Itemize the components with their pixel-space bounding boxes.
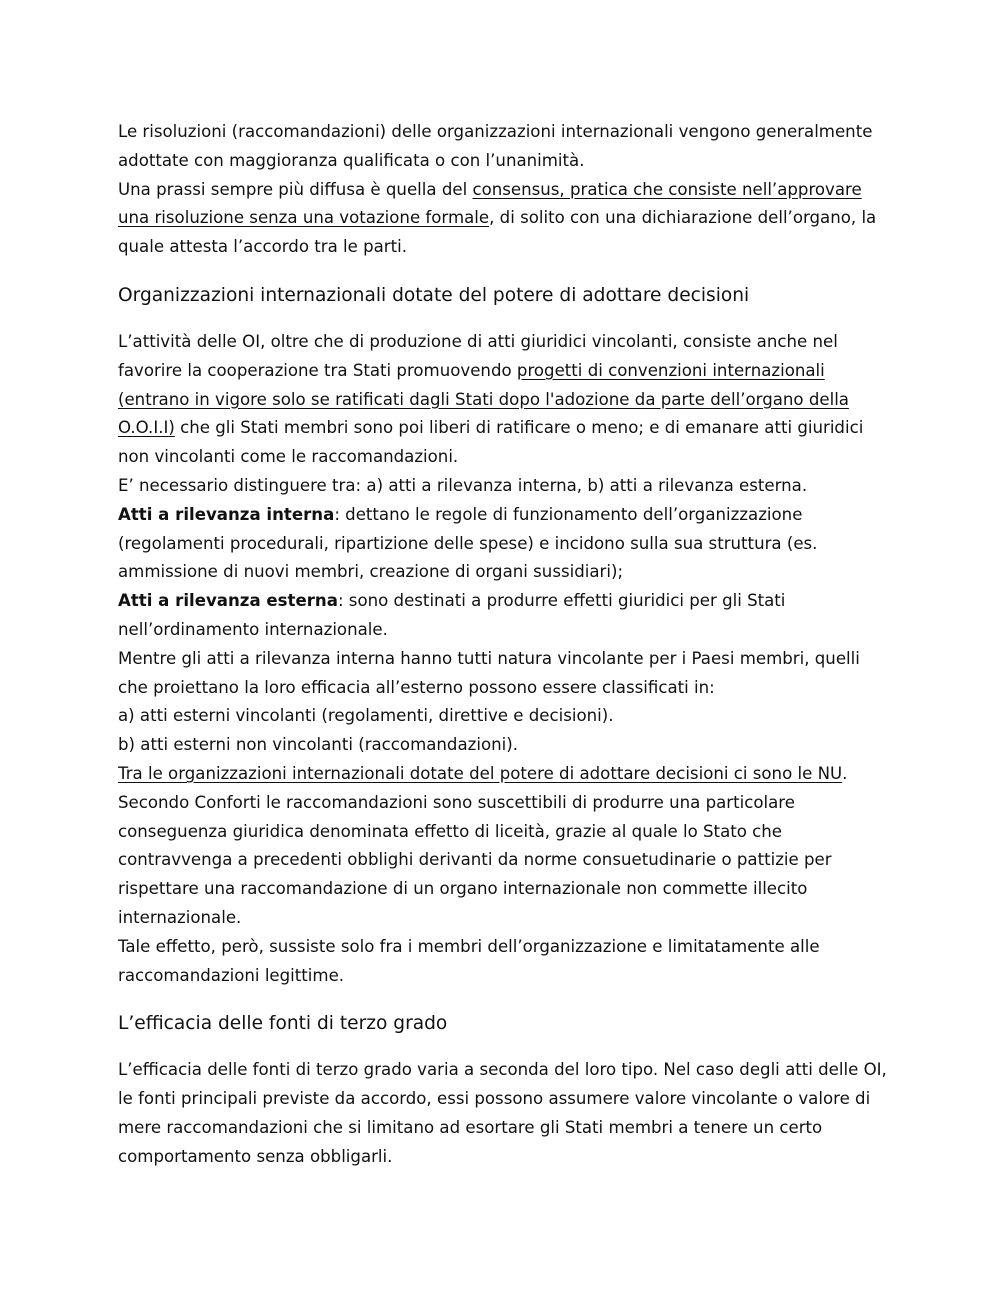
s1-p3-bold: Atti a rilevanza interna <box>118 504 335 524</box>
s1-p8-post: . <box>842 763 848 783</box>
s1-p1-underlined: progetti di convenzioni internazionali (entrano in vigore solo se ratificati dagli Stati dopo l'adozione da parte dell’organo della O.O.I.I) <box>118 360 849 438</box>
s1-p9-text: Secondo Conforti le raccomandazioni sono suscettibili di produrre una particolare conseguenza giuridica denominata effetto di liceità, grazie al quale lo Stato che contravvenga a precedenti obblighi derivanti da norme consuetudinarie o pattizie per rispettare una raccomandazione di un organo internazionale non commette illecito internazionale. <box>118 792 832 927</box>
s1-p4-bold: Atti a rilevanza esterna <box>118 591 338 611</box>
section1-paragraph-2 <box>118 472 888 501</box>
s1-p6-text: a) atti esterni vincolanti (regolamenti, direttive e decisioni). <box>118 706 614 726</box>
section1-paragraph-3 <box>118 501 888 587</box>
section-heading-decisioni: Organizzazioni internazionali dotate del potere di adottare decisioni <box>118 284 750 306</box>
section1-paragraph-1 <box>118 328 888 472</box>
s1-p7-text: b) atti esterni non vincolanti (raccomandazioni). <box>118 735 518 755</box>
intro-paragraph-2 <box>118 176 888 262</box>
intro-p2-pre: Una prassi sempre più diffusa è quella del <box>118 179 473 199</box>
s1-p8-underlined: Tra le organizzazioni internazionali dotate del potere di adottare decisioni ci sono le NU <box>118 763 843 783</box>
section-heading-efficacia: L’efficacia delle fonti di terzo grado <box>118 1013 448 1035</box>
section1-paragraph-5 <box>118 645 888 703</box>
section2-paragraph-1 <box>118 1056 888 1171</box>
s1-p1-pre: L’attività delle OI, oltre che di produzione di atti giuridici vincolanti, consiste anche nel favorire la cooperazione tra Stati promuovendo <box>118 331 838 380</box>
section1-paragraph-4 <box>118 587 888 645</box>
s1-p10-text: Tale effetto, però, sussiste solo fra i membri dell’organizzazione e limitatamente alle raccomandazioni legittime. <box>118 936 820 985</box>
s1-p2-text: E’ necessario distinguere tra: a) atti a rilevanza interna, b) atti a rilevanza esterna. <box>118 475 808 495</box>
s1-p3-rest: : dettano le regole di funzionamento dell’organizzazione (regolamenti procedurali, ripartizione delle spese) e incidono sulla sua struttura (es. ammissione di nuovi membri, creazione di organi sussidiari); <box>118 504 818 582</box>
section1-paragraph-9 <box>118 789 888 933</box>
s1-p1-post: che gli Stati membri sono poi liberi di ratificare o meno; e di emanare atti giuridici non vincolanti come le raccomandazioni. <box>118 418 864 467</box>
section1-paragraph-6 <box>118 702 888 731</box>
section1-paragraph-10 <box>118 933 888 991</box>
section1-paragraph-8 <box>118 760 888 789</box>
intro-p1-text: Le risoluzioni (raccomandazioni) delle organizzazioni internazionali vengono generalmente adottate con maggioranza qualificata o con l’unanimità. <box>118 122 873 170</box>
section1-paragraph-7 <box>118 731 888 760</box>
document-page <box>118 118 888 1172</box>
intro-p2-post: , di solito con una dichiarazione dell’organo, la quale attesta l’accordo tra le parti. <box>118 208 877 257</box>
intro-p2-underlined: consensus, pratica che consiste nell’approvare una risoluzione senza una votazione formale <box>118 179 862 228</box>
s1-p4-rest: : sono destinati a produrre effetti giuridici per gli Stati nell’ordinamento internazionale. <box>118 591 786 639</box>
intro-paragraph-1 <box>118 118 888 176</box>
s2-p1-text: L’efficacia delle fonti di terzo grado varia a seconda del loro tipo. Nel caso degli atti delle OI, le fonti principali previste da accordo, essi possono assumere valore vincolante o valore di mere raccomandazioni che si limitano ad esortare gli Stati membri a tenere un certo comportamento senza obbligarli. <box>118 1060 887 1166</box>
s1-p5-text: Mentre gli atti a rilevanza interna hanno tutti natura vincolante per i Paesi membri, quelli che proiettano la loro efficacia all’esterno possono essere classificati in: <box>118 648 860 697</box>
